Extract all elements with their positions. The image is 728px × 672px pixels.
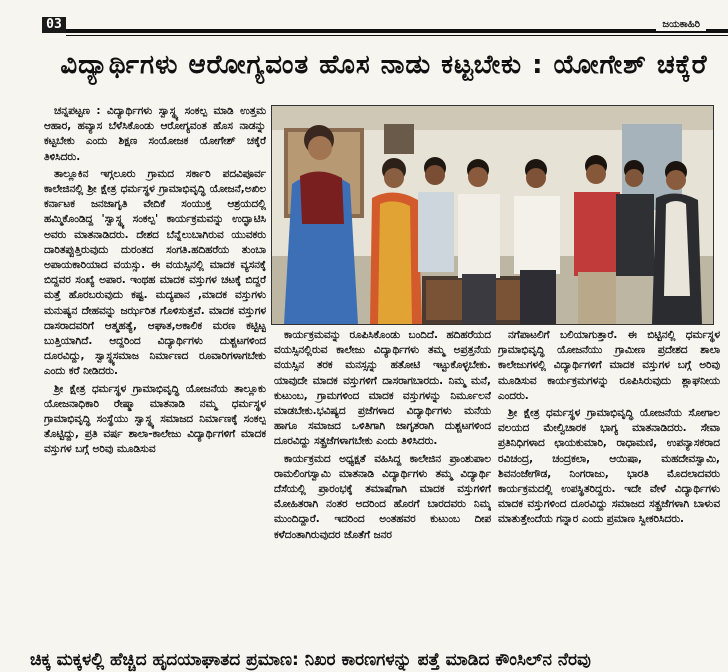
- article-column-1: [44, 104, 266, 642]
- article-column-3: [498, 328, 720, 644]
- article-column-2: [274, 328, 491, 644]
- event-photo: [271, 105, 714, 325]
- lamp-lighting-photo: [272, 106, 713, 324]
- paragraph: ಶ್ರೀ ಕ್ಷೇತ್ರ ಧರ್ಮಸ್ಥಳ ಗ್ರಾಮಾಭಿವೃದ್ಧಿ ಯೋಜನೆಯ ಸೋಗಾಲ ವಲಯದ ಮೇಲ್ವಿಚಾರಕ ಭಾಗ್ಯ ಮಾತನಾಡಿದರು. ಸೇವಾ ಪ್ರತಿನಿಧಿಗಳಾದ ಛಾಯಕುಮಾರಿ, ರಾಧಾಮಣಿ, ಉಪನ್ಯಾಸಕರಾದ ರವಿಚಂದ್ರ, ಚಂದ್ರಕಲಾ, ಆಯಿಷಾ, ಮಹದೇವಸ್ವಾಮಿ, ಶಿವನಂಜೇಗೌಡ, ನಿಂಗರಾಜು, ಭಾರತಿ ಮೊದಲಾದವರು ಕಾರ್ಯಕ್ರಮದಲ್ಲಿ ಉಪಸ್ಥಿತರಿದ್ದರು. ಇದೇ ವೇಳೆ ವಿದ್ಯಾರ್ಥಿಗಳು ಮಾದಕ ವಸ್ತುಗಳಿಂದ ದೂರವಿದ್ದು ಸಮಾಜದ ಸತ್ಪ್ರಜೆಗಳಾಗಿ ಬಾಳುವ ಮಾತುತ್ತೇಂದೆಯ ಗನ್ನಾರ ಎಂದು ಪ್ರಮಾಣ ಸ್ವೀಕರಿಸಿದರು.: [498, 407, 720, 526]
- masthead-rule-thick: [66, 29, 728, 33]
- masthead: [0, 8, 728, 36]
- paragraph: ಶ್ರೀ ಕ್ಷೇತ್ರ ಧರ್ಮಸ್ಥಳ ಗ್ರಾಮಾಭಿವೃದ್ಧಿ ಯೋಜನೆಯ ತಾಲ್ಲೂಕು ಯೋಜನಾಧಿಕಾರಿ ರೇಷ್ಮಾ ಮಾತನಾಡಿ ನಮ್ಮ ಧರ್ಮಸ್ಥಳ ಗ್ರಾಮಾಭಿವೃದ್ಧಿ ಸಂಸ್ಥೆಯು ಸ್ವಾಸ್ಥ್ಯ ಸಮಾಜದ ನಿರ್ಮಾಣಕ್ಕೆ ಸಂಕಲ್ಪ ತೊಟ್ಟಿದ್ದು, ಪ್ರತಿ ವರ್ಷ ಶಾಲಾ-ಕಾಲೇಜು ವಿದ್ಯಾರ್ಥಿಗಳಿಗೆ ಮಾದಕ ವಸ್ತುಗಳ ಬಗ್ಗೆ ಅರಿವು ಮೂಡಿಸುವ: [44, 382, 266, 456]
- paper-name: ಜಯಕಾಹಿರಿ: [656, 19, 706, 31]
- page-number: 03: [42, 17, 66, 33]
- article-headline: ವಿದ್ಯಾರ್ಥಿಗಳು ಆರೋಗ್ಯವಂತ ಹೊಸ ನಾಡು ಕಟ್ಟಬೇಕು : ಯೋಗೇಶ್ ಚಕ್ಕೆರೆ: [60, 50, 708, 80]
- masthead-rule-thin: [66, 35, 728, 36]
- next-article-headline: ಚಿಕ್ಕ ಮಕ್ಕಳಲ್ಲಿ ಹೆಚ್ಚಿದ ಹೃದಯಾಘಾತದ ಪ್ರಮಾಣ: ನಿಖರ ಕಾರಣಗಳನ್ನು ಪತ್ತೆ ಮಾಡಿದ ಕೌಂಸಿಲ್‌ನ ನೆರವು: [30, 650, 591, 670]
- paragraph: ಕಾರ್ಯಕ್ರಮದ ಅಧ್ಯಕ್ಷತೆ ವಹಿಸಿದ್ದ ಕಾಲೇಜಿನ ಪ್ರಾಂಶುಪಾಲ ರಾಮಲಿಂಗಸ್ವಾಮಿ ಮಾತನಾಡಿ ವಿದ್ಯಾರ್ಥಿಗಳು ತಮ್ಮ ವಿದ್ಯಾರ್ಥಿ ದೆಸೆಯಲ್ಲಿ ಪ್ರಾರಂಭಕ್ಕೆ ತಮಾಷೆಗಾಗಿ ಮಾದಕ ವಸ್ತುಗಳಿಗೆ ಮೋಹಿತರಾಗಿ ನಂತರ ಅದರಿಂದ ಹೊರಗೆ ಬಾರದವರು ನಿಮ್ಮ ಮುಂದಿದ್ದಾರೆ. ಇದರಿಂದ ಅಂತಹವರ ಕುಟುಂಬ ದೀಪ ಕಳೆದಂತಾಗಿರುವುದರ ಜೊತೆಗೆ ಜನರ: [274, 452, 491, 541]
- paragraph: ನಗೆಪಾಟಲಿಗೆ ಬಲಿಯಾಗುತ್ತಾರೆ. ಈ ಬಿಟ್ಟಿನಲ್ಲಿ ಧರ್ಮಸ್ಥಳ ಗ್ರಾಮಾಭಿವೃದ್ಧಿ ಯೋಜನೆಯು ಗ್ರಾಮೀಣ ಪ್ರದೇಶದ ಶಾಲಾ ಕಾಲೇಜುಗಳಲ್ಲಿ ವಿದ್ಯಾರ್ಥಿಗಳಿಗೆ ಮಾದಕ ವಸ್ತುಗಳ ಬಗ್ಗೆ ಅರಿವು ಮೂಡಿಸುವ ಕಾರ್ಯಕ್ರಮಗಳನ್ನು ರೂಪಿಸಿರುವುದು ಶ್ಲಾಘನೀಯ ಎಂದರು.: [498, 329, 720, 402]
- paragraph: ತಾಲ್ಲೂಕಿನ ಇಗ್ಗಲೂರು ಗ್ರಾಮದ ಸರ್ಕಾರಿ ಪದವಿಪೂರ್ವ ಕಾಲೇಜಿನಲ್ಲಿ ಶ್ರೀ ಕ್ಷೇತ್ರ ಧರ್ಮಸ್ಥಳ ಗ್ರಾಮಾಭಿವೃದ್ಧಿ ಯೋಜನೆ,ಅಖಿಲ ಕರ್ನಾಟಕ ಜನಜಾಗೃತಿ ವೇದಿಕೆ ಸಂಯುಕ್ತ ಆಶ್ರಯದಲ್ಲಿ ಹಮ್ಮಿಕೊಂಡಿದ್ದ 'ಸ್ವಾಸ್ಥ್ಯ ಸಂಕಲ್ಪ' ಕಾರ್ಯಕ್ರಮವನ್ನು ಉದ್ಘಾಟಿಸಿ ಅವರು ಮಾತನಾಡಿದರು. ದೇಶದ ಬೆನ್ನೆಲುಬಾಗಿರುವ ಯುವಕರು ದಾರಿತಪ್ಪುತ್ತಿರುವುದು ದುರಂತದ ಸಂಗತಿ.ಹದಿಹರೆಯ ತುಂಬಾ ಅಪಾಯಕಾರಿಯಾದ ವಯಸ್ಸು. ಈ ವಯಸ್ಸಿನಲ್ಲಿ ಮಾದಕ ವ್ಯಸನಕ್ಕೆ ಬಿದ್ದವರ ಸಂಖ್ಯೆ ಅಪಾರ. ಇಂಥಹ ಮಾದಕ ವಸ್ತುಗಳ ಚಟಕ್ಕೆ ಬಿದ್ದರೆ ಮತ್ತೆ ಹೊರಬರುವುದು ಕಷ್ಟ. ಮದ್ಯಪಾನ ,ಮಾದಕ ವಸ್ತುಗಳು ಮನುಷ್ಯನ ದೇಹವನ್ನು ಜರ್ಝರಿತ ಗೊಳಿಸುತ್ತವೆ. ಮಾದಕ ವಸ್ತುಗಳ ದಾಸರಾದವರಿಗೆ ಆತ್ಮಹತ್ಯೆ, ಆಘಾತ,ಅಕಾಲಿಕ ಮರಣ ಕಟ್ಟಿಟ್ಟ ಬುತ್ತಿಯಾಗಿದೆ. ಆದ್ದರಿಂದ ವಿದ್ಯಾರ್ಥಿಗಳು ದುಶ್ಚಟಗಳಿಂದ ದೂರವಿದ್ದು, ಸ್ವಾಸ್ಥ್ಯಸಮಾಜ ನಿರ್ಮಾಣದ ರೂವಾರಿಗಳಾಗಬೇಕು ಎಂದು ಕರೆ ನೀಡಿದರು.: [44, 167, 266, 378]
- paragraph: ಕಾರ್ಯಕ್ರಮವನ್ನು ರೂಪಿಸಿಕೊಂಡು ಬಂದಿದೆ. ಹದಿಹರೆಯದ ವಯಸ್ಸಿನಲ್ಲಿರುವ ಕಾಲೇಜು ವಿದ್ಯಾರ್ಥಿಗಳು ತಮ್ಮ ಅಪ್ರತ್ತನೆಯ ವಯಸ್ಸಿನ ತರಕ ಮನಸ್ಸನ್ನು ಹತೋಟಿ ಇಟ್ಟುಕೊಳ್ಳಬೇಕು. ಯಾವುದೇ ಮಾದಕ ವಸ್ತುಗಳಿಗೆ ದಾಸರಾಗಬಾರದು. ನಿಮ್ಮ ಮನೆ, ಕುಟುಂಬ, ಗ್ರಾಮಗಳಿಂದ ಮಾದಕ ವಸ್ತುಗಳನ್ನು ನಿರ್ಮೂಲನೆ ಮಾಡಬೇಕು.ಭವಿಷ್ಯದ ಪ್ರಜೆಗಳಾದ ವಿದ್ಯಾರ್ಥಿಗಳು ಮನೆಯ ಹಾಗೂ ಸಮಾಜದ ಒಳಿತಿಗಾಗಿ ಜಾಗೃತರಾಗಿ ದುಶ್ಚಟಗಳಿಂದ ದೂರವಿದ್ದು ಸತ್ಪ್ರಜೆಗಳಾಗಬೇಕು ಎಂದು ತಿಳಿಸಿದರು.: [274, 329, 491, 448]
- paragraph: ಚನ್ನಪಟ್ಟಣ : ವಿದ್ಯಾರ್ಥಿಗಳು ಸ್ವಾಸ್ಥ್ಯ ಸಂಕಲ್ಪ ಮಾಡಿ ಉತ್ತಮ ಆಹಾರ, ಹವ್ಯಾಸ ಬೆಳೆಸಿಕೊಂಡು ಆರೋಗ್ಯವಂತ ಹೊಸ ನಾಡನ್ನು ಕಟ್ಟಬೇಕು ಎಂದು ಶಿಕ್ಷಣ ಸಂಯೋಜಕ ಯೋಗೇಶ್ ಚಕ್ಕೆರೆ ತಿಳಿಸಿದರು.: [44, 105, 266, 163]
